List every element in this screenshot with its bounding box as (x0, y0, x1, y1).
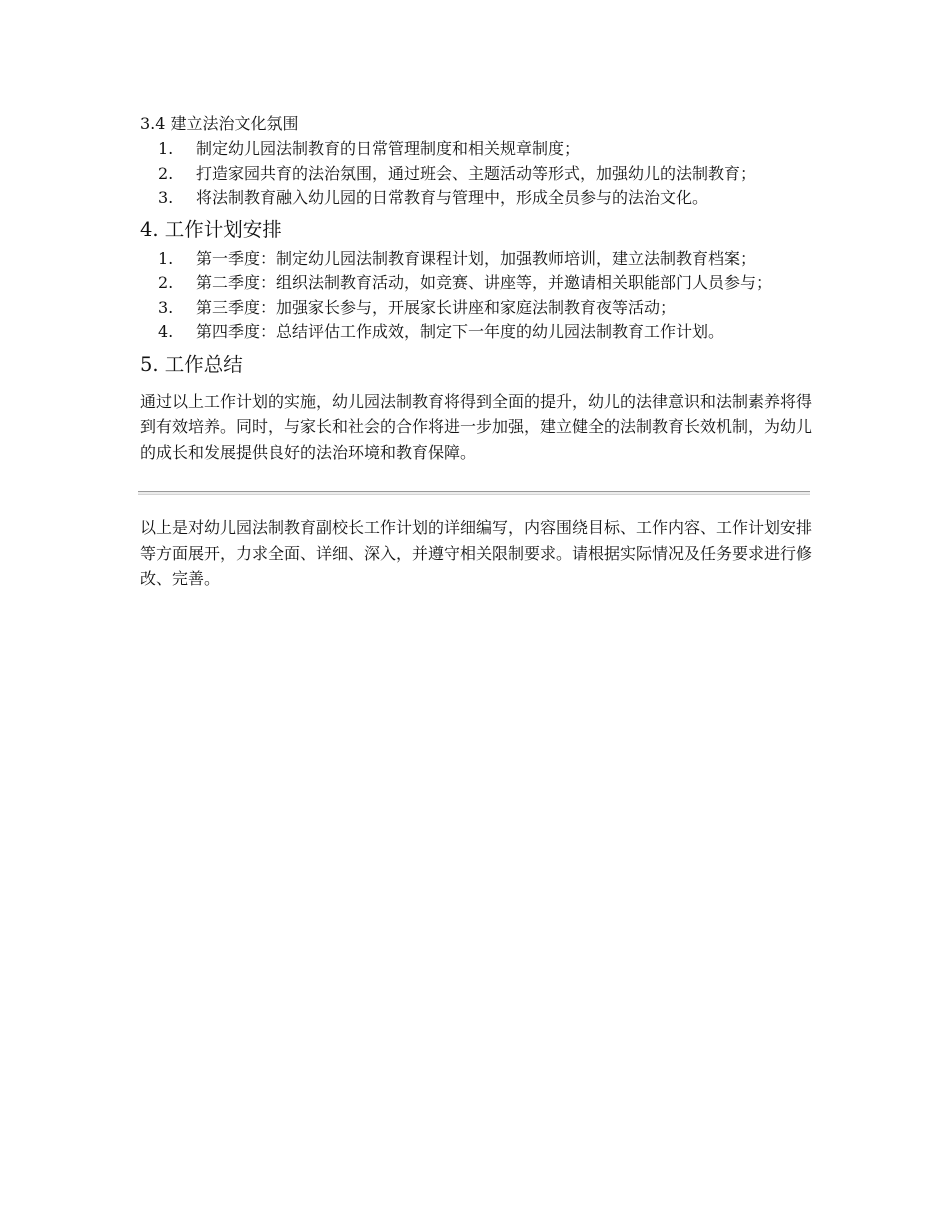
section-5-heading: 5. 工作总结 (140, 352, 243, 376)
list-item (140, 186, 812, 210)
list-item-text: 第三季度：加强家长参与，开展家长讲座和家庭法制教育夜等活动； (196, 297, 677, 317)
list-item (140, 162, 812, 186)
horizontal-divider (138, 491, 810, 495)
list-item-number: 3. (158, 188, 174, 207)
list-item-number: 2. (158, 163, 174, 183)
list-item-number: 1. (158, 248, 174, 268)
list-item-number: 3. (158, 297, 174, 317)
list-item (140, 296, 812, 320)
section-3-4-list (140, 137, 812, 210)
list-item-text: 第二季度：组织法制教育活动，如竞赛、讲座等，并邀请相关职能部门人员参与； (196, 273, 773, 292)
section-4-list (140, 247, 812, 344)
list-item-text: 将法制教育融入幼儿园的日常教育与管理中，形成全员参与的法治文化。 (196, 188, 709, 207)
list-item (140, 320, 812, 344)
section-3-4-title: 3.4 建立法治文化氛围 (140, 114, 299, 133)
summary-paragraph: 通过以上工作计划的实施，幼儿园法制教育将得到全面的提升，幼儿的法律意识和法制素养将得到有效培养。同时，与家长和社会的合作将进一步加强，建立健全的法制教育长效机制，为幼儿的成长和发展提供良好的法治环境和教育保障。 (140, 391, 813, 462)
list-item-text: 第四季度：总结评估工作成效，制定下一年度的幼儿园法制教育工作计划。 (196, 322, 725, 341)
list-item-text: 打造家园共育的法治氛围，通过班会、主题活动等形式，加强幼儿的法制教育； (196, 163, 757, 183)
list-item-number: 1. (158, 139, 174, 158)
list-item (140, 271, 812, 295)
section-4-heading: 4. 工作计划安排 (140, 217, 282, 241)
list-item-number: 2. (158, 273, 174, 292)
list-item-text: 制定幼儿园法制教育的日常管理制度和相关规章制度； (196, 139, 581, 158)
closing-paragraph: 以上是对幼儿园法制教育副校长工作计划的详细编写，内容围绕目标、工作内容、工作计划安排等方面展开，力求全面、详细、深入，并遵守相关限制要求。请根据实际情况及任务要求进行修改、完善。 (140, 518, 813, 588)
list-item (140, 137, 812, 161)
list-item-text: 第一季度：制定幼儿园法制教育课程计划，加强教师培训，建立法制教育档案； (196, 248, 757, 268)
document-page (140, 111, 812, 592)
list-item (140, 247, 812, 271)
list-item-number: 4. (158, 322, 174, 341)
